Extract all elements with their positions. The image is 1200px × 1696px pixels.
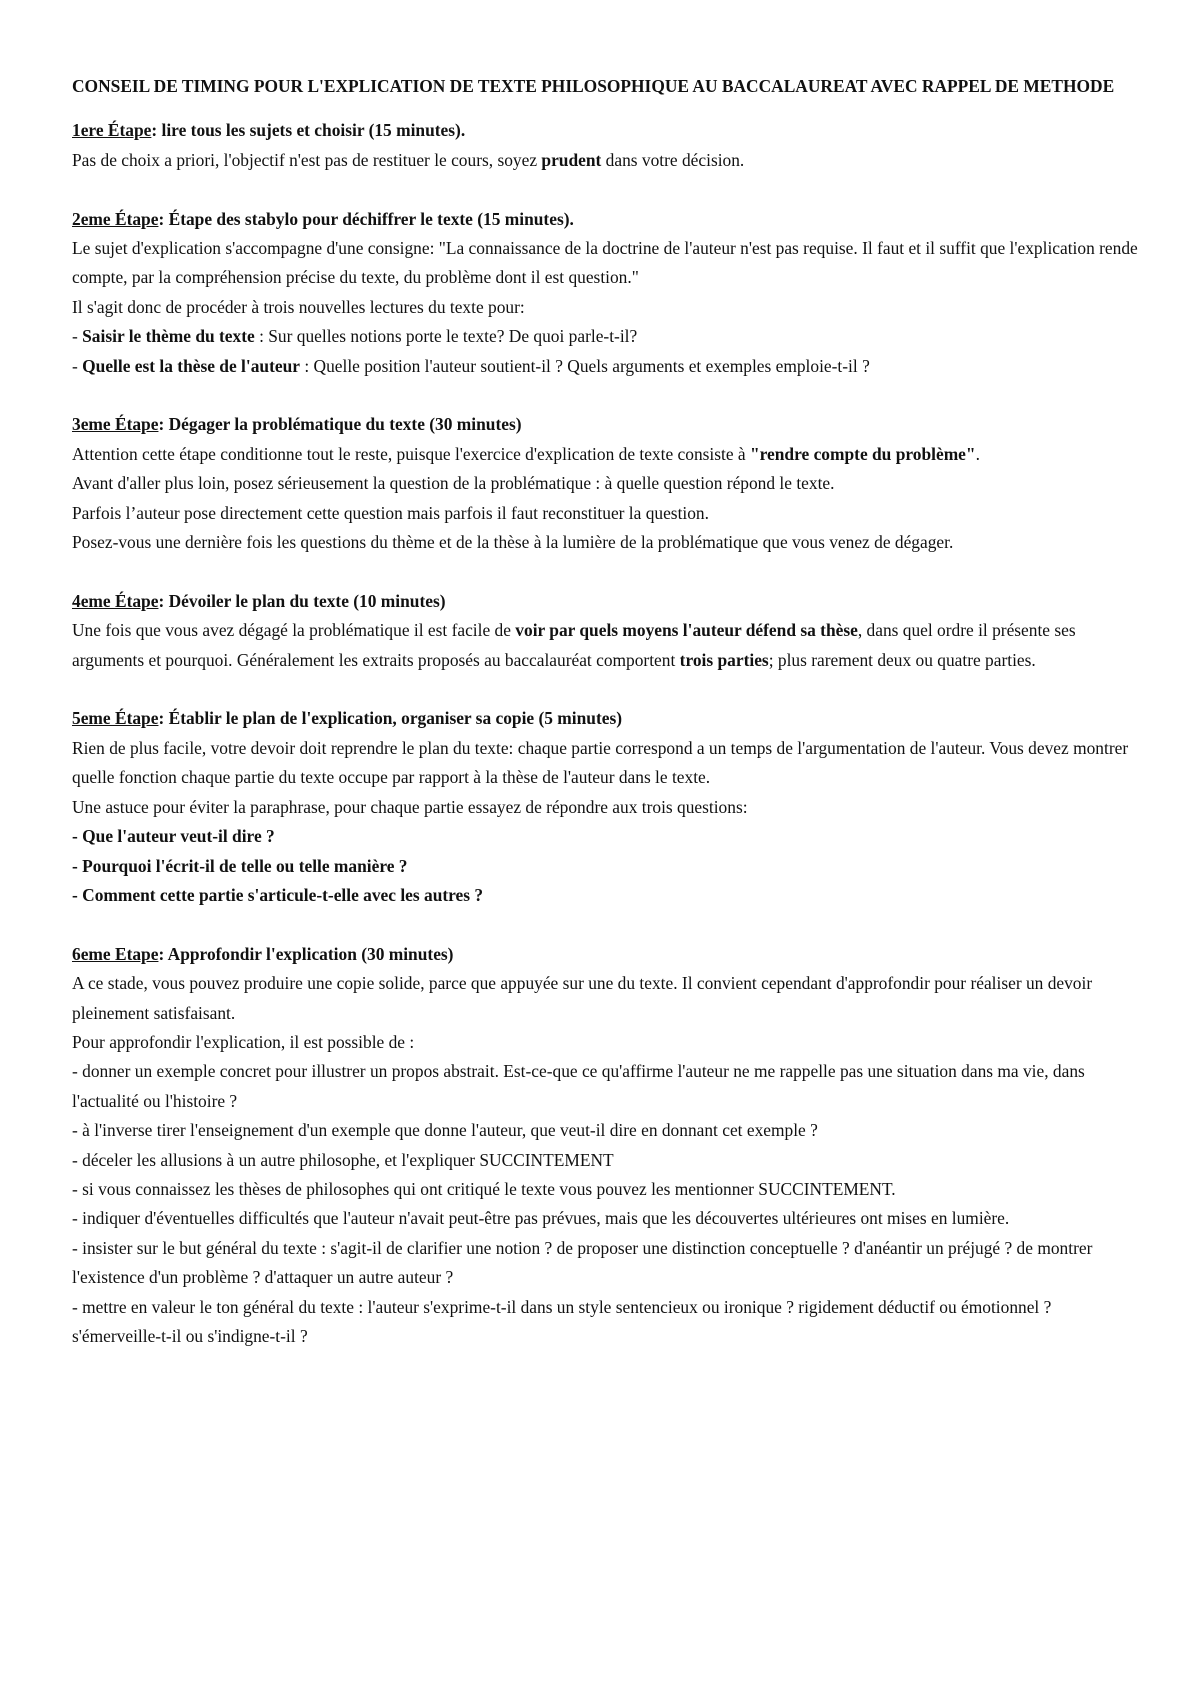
step-heading-text: : Dévoiler le plan du texte (10 minutes) bbox=[158, 590, 446, 611]
step-label: 6eme Etape bbox=[72, 943, 159, 964]
text-run: ; plus rarement deux ou quatre parties. bbox=[768, 649, 1036, 670]
text-run: - insister sur le but général du texte : s'agit-il de clarifier une notion ? de proposer une distinction conceptuelle ? d'anéantir un préjugé ? de montrer l'existence d'un problème ? d'attaquer un autre auteur ? bbox=[72, 1237, 1093, 1288]
text-run: Avant d'aller plus loin, posez sérieusement la question de la problématique : à quelle question répond le texte. bbox=[72, 473, 835, 494]
text-run: Une fois que vous avez dégagé la problématique il est facile de bbox=[72, 620, 516, 641]
paragraph-line bbox=[72, 440, 1140, 469]
step-label: 4eme Étape bbox=[72, 590, 159, 611]
text-run: . bbox=[975, 443, 980, 464]
paragraph-line bbox=[72, 881, 1140, 910]
text-run: Posez-vous une dernière fois les questions du thème et de la thèse à la lumière de la problématique que vous venez de dégager. bbox=[72, 532, 954, 553]
step-heading-text: : Dégager la problématique du texte (30 minutes) bbox=[158, 414, 522, 435]
text-run: Pas de choix a priori, l'objectif n'est pas de restituer le cours, soyez bbox=[72, 149, 542, 170]
step-section bbox=[72, 205, 1140, 381]
text-run: : Quelle position l'auteur soutient-il ? Quels arguments et exemples emploie-t-il ? bbox=[299, 355, 870, 376]
text-run: - si vous connaissez les thèses de philosophes qui ont critiqué le texte vous pouvez les mentionner SUCCINTEMENT. bbox=[72, 1178, 896, 1199]
step-section bbox=[72, 116, 1140, 175]
paragraph-line bbox=[72, 969, 1140, 1028]
paragraph-line bbox=[72, 1175, 1140, 1204]
text-run: A ce stade, vous pouvez produire une copie solide, parce que appuyée sur une du texte. Il convient cependant d'approfondir pour réaliser un devoir pleinement satisfaisant. bbox=[72, 973, 1093, 1023]
text-run: - mettre en valeur le ton général du texte : l'auteur s'exprime-t-il dans un style sentencieux ou ironique ? rigidement déductif ou émotionnel ? s'émerveille-t-il ou s'indigne-t-il ? bbox=[72, 1296, 1052, 1346]
bold-text: - Pourquoi l'écrit-il de telle ou telle manière ? bbox=[72, 855, 408, 876]
paragraph-line bbox=[72, 616, 1140, 675]
paragraph-line bbox=[72, 322, 1140, 351]
paragraph-line bbox=[72, 1028, 1140, 1057]
step-section bbox=[72, 410, 1140, 557]
paragraph-line bbox=[72, 352, 1140, 381]
bold-text: - Que l'auteur veut-il dire ? bbox=[72, 826, 275, 847]
paragraph-line bbox=[72, 146, 1140, 175]
step-heading bbox=[72, 205, 1140, 234]
paragraph-line bbox=[72, 528, 1140, 557]
text-run: - bbox=[72, 326, 83, 347]
bold-text: "rendre compte du problème" bbox=[749, 443, 976, 464]
paragraph-line bbox=[72, 1204, 1140, 1233]
paragraph-line bbox=[72, 793, 1140, 822]
text-run: - donner un exemple concret pour illustrer un propos abstrait. Est-ce-que ce qu'affirme l'auteur ne me rappelle pas une situation dans ma vie, dans l'actualité ou l'histoire ? bbox=[72, 1061, 1085, 1111]
step-heading bbox=[72, 940, 1140, 969]
step-heading-text: : lire tous les sujets et choisir (15 minutes). bbox=[151, 120, 466, 141]
sections-container bbox=[72, 116, 1140, 1351]
text-run: dans votre décision. bbox=[601, 149, 745, 170]
paragraph-line bbox=[72, 499, 1140, 528]
step-section bbox=[72, 704, 1140, 910]
paragraph-line bbox=[72, 734, 1140, 793]
text-run: Attention cette étape conditionne tout le reste, puisque l'exercice d'explication de texte consiste à bbox=[72, 443, 750, 464]
step-heading bbox=[72, 704, 1140, 733]
text-run: Il s'agit donc de procéder à trois nouvelles lectures du texte pour: bbox=[72, 296, 525, 317]
step-label: 2eme Étape bbox=[72, 208, 159, 229]
bold-text: trois parties bbox=[679, 649, 769, 670]
step-heading-text: : Approfondir l'explication (30 minutes) bbox=[158, 943, 454, 964]
paragraph-line bbox=[72, 852, 1140, 881]
text-run: : Sur quelles notions porte le texte? De quoi parle-t-il? bbox=[254, 326, 638, 347]
text-run: Pour approfondir l'explication, il est possible de : bbox=[72, 1031, 415, 1052]
paragraph-line bbox=[72, 1146, 1140, 1175]
bold-text: voir par quels moyens l'auteur défend sa thèse bbox=[515, 620, 858, 641]
bold-text: Quelle est la thèse de l'auteur bbox=[82, 355, 300, 376]
bold-text: Saisir le thème du texte bbox=[82, 326, 255, 347]
paragraph-line bbox=[72, 293, 1140, 322]
paragraph-line bbox=[72, 1293, 1140, 1352]
text-run: Le sujet d'explication s'accompagne d'une consigne: "La connaissance de la doctrine de l'auteur n'est pas requise. Il faut et il suffit que l'explication rende compte, par la compréhension précise du texte, du problème dont il est question." bbox=[72, 238, 1138, 288]
step-heading bbox=[72, 116, 1140, 145]
paragraph-line bbox=[72, 1057, 1140, 1116]
step-label: 1ere Étape bbox=[72, 120, 152, 141]
bold-text: prudent bbox=[541, 149, 602, 170]
step-section bbox=[72, 940, 1140, 1352]
text-run: , dans quel ordre il présente ses arguments et pourquoi. Généralement les extraits proposés au baccalauréat comportent bbox=[72, 620, 1076, 670]
text-run: - indiquer d'éventuelles difficultés que l'auteur n'avait peut-être pas prévues, mais que les découvertes ultérieures ont mises en lumière. bbox=[72, 1208, 1010, 1229]
text-run: Parfois l’auteur pose directement cette question mais parfois il faut reconstituer la question. bbox=[72, 502, 709, 523]
text-run: - déceler les allusions à un autre philosophe, et l'expliquer SUCCINTEMENT bbox=[72, 1149, 614, 1170]
step-heading-text: : Établir le plan de l'explication, organiser sa copie (5 minutes) bbox=[158, 708, 623, 729]
step-section bbox=[72, 587, 1140, 675]
text-run: Rien de plus facile, votre devoir doit reprendre le plan du texte: chaque partie correspond a un temps de l'argumentation de l'auteur. Vous devez montrer quelle fonction chaque partie du texte occupe par rapport à la thèse de l'auteur dans le texte. bbox=[72, 737, 1129, 788]
text-run: - à l'inverse tirer l'enseignement d'un exemple que donne l'auteur, que veut-il dire en donnant cet exemple ? bbox=[72, 1120, 818, 1141]
text-run: - bbox=[72, 355, 83, 376]
step-label: 5eme Étape bbox=[72, 708, 159, 729]
step-label: 3eme Étape bbox=[72, 414, 159, 435]
paragraph-line bbox=[72, 469, 1140, 498]
text-run: Une astuce pour éviter la paraphrase, pour chaque partie essayez de répondre aux trois questions: bbox=[72, 796, 748, 817]
paragraph-line bbox=[72, 234, 1140, 293]
paragraph-line bbox=[72, 822, 1140, 851]
paragraph-line bbox=[72, 1234, 1140, 1293]
document-title: CONSEIL DE TIMING POUR L'EXPLICATION DE TEXTE PHILOSOPHIQUE AU BACCALAUREAT AVEC RAPPEL DE METHODE bbox=[72, 76, 1115, 96]
paragraph-line bbox=[72, 1116, 1140, 1145]
step-heading-text: : Étape des stabylo pour déchiffrer le texte (15 minutes). bbox=[158, 208, 574, 229]
bold-text: - Comment cette partie s'articule-t-elle avec les autres ? bbox=[72, 884, 484, 905]
step-heading bbox=[72, 587, 1140, 616]
step-heading bbox=[72, 410, 1140, 439]
